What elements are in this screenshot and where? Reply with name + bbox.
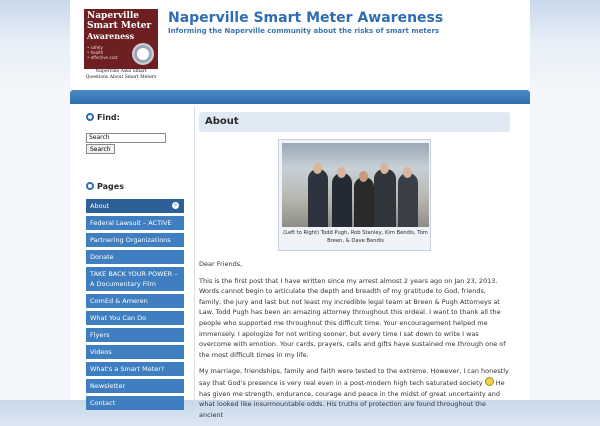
post-paragraph: This is the first post that I have written since my arrest almost 2 years ago on Jan 23, 2013. Words cannot begin to articulate the depth and breadth of my gratitude to God, friends, family, the jury and last but not least my incredible legal team at Breen & Pugh Attorneys at Law. Todd Pugh has been an amazing attorney throughout this ordeal. I want to thank all the people who supported me throughout this difficult time. Your encouragement helped me immensely. I apologize for not writing sooner, but every time I sat down to write I was overcome with emotion. Your cards, prayers, calls and gifts have sustained me through one of the most difficult times in my life. xyxy=(199,276,506,359)
pages-nav xyxy=(86,199,184,410)
nav-item-label: TAKE BACK YOUR POWER – A Documentary Film xyxy=(90,270,178,288)
nav-item-label: Videos xyxy=(90,348,112,356)
nav-item-label: What's a Smart Meter? xyxy=(90,365,165,373)
nav-item-label: Partnering Organizations xyxy=(90,236,171,244)
nav-item-videos[interactable] xyxy=(86,345,184,359)
nav-item-flyers[interactable] xyxy=(86,328,184,342)
bullet-icon xyxy=(86,113,94,121)
find-title: Find: xyxy=(97,112,120,122)
nav-item-label: ComEd & Ameren xyxy=(90,297,148,305)
photo-figure xyxy=(278,139,431,251)
site-title[interactable]: Naperville Smart Meter Awareness xyxy=(168,10,444,26)
sidebar xyxy=(86,110,192,413)
nav-item-partnering-organizations[interactable] xyxy=(86,233,184,247)
post-paragraph-text: He has given me strength, endurance, courage and peace in the midst of great uncertainty and what looked like insurmountable odds. His truths of protection are found throughout the ancient xyxy=(199,378,505,419)
nav-item-label: Donate xyxy=(90,253,114,261)
nav-item-comed-ameren[interactable] xyxy=(86,294,184,308)
nav-item-label: Flyers xyxy=(90,331,110,339)
logo-caption: Naperville Asks Smart Questions About Smart Meters xyxy=(85,69,157,80)
site-header xyxy=(70,0,530,90)
logo-line-3: Awareness xyxy=(87,31,135,41)
photo-caption: (Left to Right) Todd Pugh, Rob Stanley, Kim Bendis, Tom Breen, & Dave Bendis xyxy=(283,230,428,244)
nav-item-label: About xyxy=(90,202,110,210)
post-paragraph: Dear Friends, xyxy=(199,260,243,268)
nav-item-donate[interactable] xyxy=(86,250,184,264)
logo-bullets: • safety • health • effective cost xyxy=(87,45,118,60)
nav-item-what-you-can-do[interactable] xyxy=(86,311,184,325)
nav-item-label: Contact xyxy=(90,399,116,407)
nav-item-label: Federal Lawsuit – ACTIVE xyxy=(90,219,172,227)
find-widget-title xyxy=(86,110,192,124)
nav-item-federal-lawsuit[interactable] xyxy=(86,216,184,230)
logo-line-1: Naperville xyxy=(87,11,140,21)
search-input[interactable] xyxy=(86,133,166,143)
bullet-icon xyxy=(86,182,94,190)
nav-item-whats-a-smart-meter[interactable] xyxy=(86,362,184,376)
main-content xyxy=(199,112,510,419)
nav-item-newsletter[interactable] xyxy=(86,379,184,393)
column-divider xyxy=(194,106,195,400)
chevron-right-icon: » xyxy=(173,202,178,208)
page-container xyxy=(70,0,530,419)
post-paragraph xyxy=(199,366,510,420)
logo-seal-icon xyxy=(132,43,154,65)
pages-widget-title xyxy=(86,179,192,193)
nav-item-take-back-your-power[interactable] xyxy=(86,267,184,291)
logo-line-2: Smart Meter xyxy=(87,21,152,31)
post-paragraph-text: My marriage, friendships, family and faith were tested to the extreme. However, I can honestly say that God's presence is very real even in a post-modern high tech saturated society xyxy=(199,367,509,387)
nav-item-about[interactable] xyxy=(86,199,184,213)
nav-item-contact[interactable] xyxy=(86,396,184,410)
site-tagline: Informing the Naperville community about the risks of smart meters xyxy=(168,27,440,35)
nav-item-label: What You Can Do xyxy=(90,314,147,322)
smiley-icon xyxy=(485,377,494,386)
post-body xyxy=(199,259,510,426)
group-photo[interactable] xyxy=(282,143,429,227)
nav-item-label: Newsletter xyxy=(90,382,126,390)
pages-title: Pages xyxy=(97,181,124,191)
search-button[interactable]: Search xyxy=(86,144,115,154)
site-logo[interactable] xyxy=(84,9,158,69)
page-title: About xyxy=(199,112,510,132)
header-blue-bar xyxy=(70,90,530,104)
